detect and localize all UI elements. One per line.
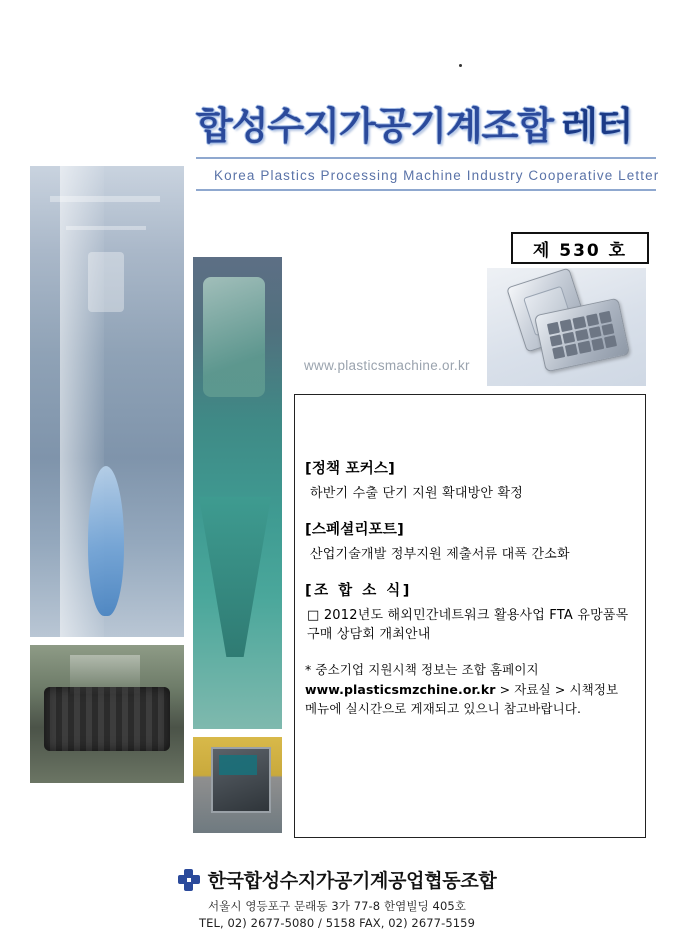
section-body: 산업기술개발 정부지원 제출서류 대폭 간소화 (310, 546, 570, 562)
footer (0, 866, 674, 930)
contents-section-policy-focus (305, 457, 635, 504)
product-perforation-grid (547, 311, 617, 360)
footer-organization-name: 한국합성수지가공기계공업협동조합 (207, 870, 497, 892)
section-body: 하반기 수출 단기 지원 확대방안 확정 (310, 486, 524, 501)
masthead-divider-top (196, 157, 656, 159)
cnc-control-panel-photo (193, 737, 282, 833)
masthead-subtitle: Korea Plastics Processing Machine Industry Cooperative Letter (214, 168, 660, 183)
section-body: □ 2012년도 해외민간네트워크 활용사업 FTA 유망품목 구매 상담회 개최안내 (307, 607, 629, 642)
masthead-title (196, 100, 656, 152)
masthead (196, 100, 656, 152)
masthead-title-suffix: 레터 (561, 104, 633, 148)
note-path: > 자료실 > 시책정보 (495, 681, 619, 697)
masthead-title-main: 합성수지가공기계조합 (196, 104, 554, 148)
blow-molding-machine-photo (30, 166, 184, 637)
masthead-divider-bottom (196, 189, 656, 191)
section-heading: [정책 포커스] (305, 461, 395, 477)
footer-telephone: TEL, 02) 2677-5080 / 5158 FAX, 02) 2677-5159 (198, 916, 476, 930)
contents-section-special-report (305, 518, 635, 565)
top-dot-mark (459, 64, 462, 67)
association-logo-icon (178, 869, 200, 891)
note-line-2 (305, 680, 635, 699)
machine-frame-bar (66, 226, 146, 230)
machine-frame-bar (50, 196, 160, 202)
contents-box (294, 394, 646, 838)
note-line-3: 메뉴에 실시간으로 게재되고 있으니 참고바랍니다. (305, 701, 582, 717)
issue-number-badge: 제 530 호 (511, 232, 649, 264)
footer-organization-line (0, 866, 674, 893)
section-heading: [스페셜리포트] (305, 521, 404, 538)
section-heading: [조 합 소 식] (305, 582, 412, 599)
contents-note (305, 660, 635, 718)
machine-nozzle (88, 252, 124, 312)
website-watermark: www.plasticsmachine.or.kr (304, 358, 470, 373)
contents-list (305, 457, 635, 719)
note-url: www.plasticsmzchine.or.kr (305, 681, 496, 697)
extruder-hopper-photo (193, 257, 282, 729)
footer-address: 서울시 영등포구 문래동 3가 77-8 한염빌딩 405호 (207, 899, 467, 913)
corrugated-pipe-photo (30, 645, 184, 783)
note-line-1: * 중소기업 지원시책 정보는 조합 홈페이지 (305, 662, 539, 678)
contents-section-association-news (305, 579, 635, 645)
plastic-molded-part-photo (487, 268, 646, 386)
